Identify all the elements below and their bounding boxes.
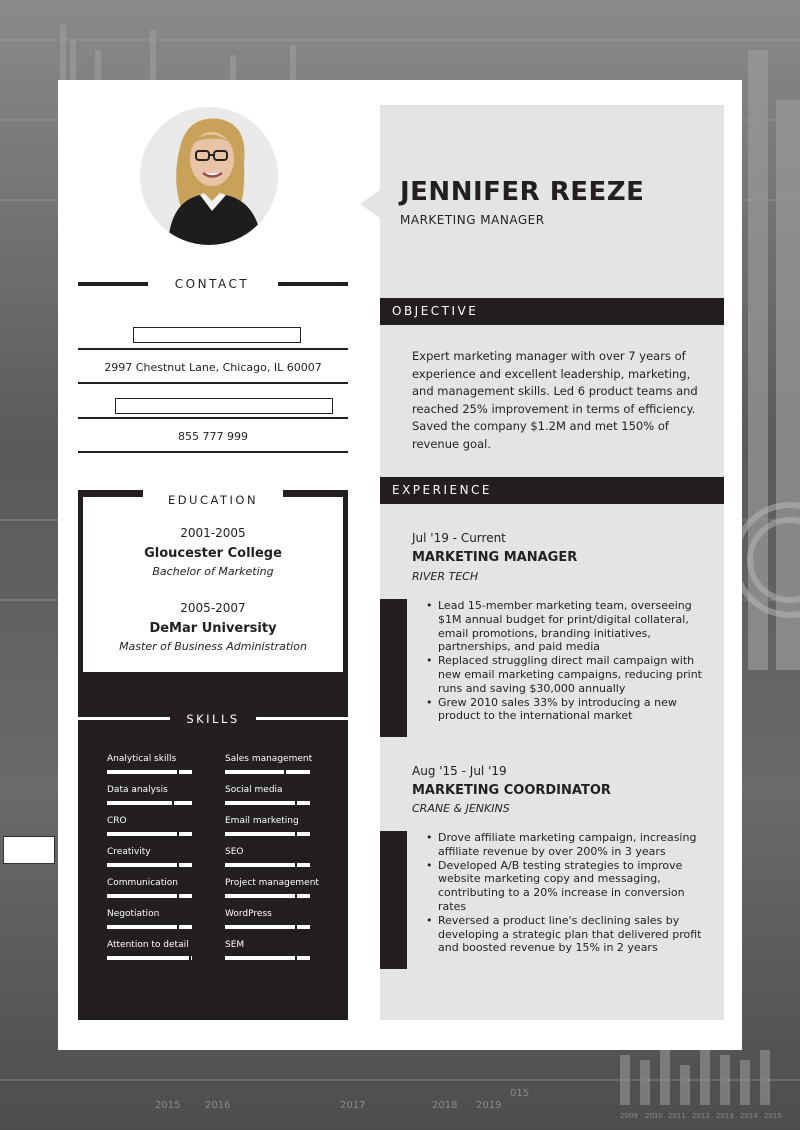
- background-white-box: [3, 836, 55, 864]
- skill-label: Negotiation: [107, 909, 160, 919]
- objective-heading: OBJECTIVE: [380, 298, 724, 325]
- job-dates: Jul '19 - Current: [412, 531, 506, 545]
- job-bullet: • Grew 2010 sales 33% by introducing a new product to the international market: [424, 696, 704, 724]
- skills-section: [78, 712, 348, 1020]
- skills-rule-right: [256, 717, 348, 720]
- contact-rule-right: [278, 282, 348, 286]
- skill-level-bar: [225, 863, 310, 867]
- skill-label: Data analysis: [107, 785, 168, 795]
- education-degree: Master of Business Administration: [119, 640, 307, 653]
- skill-level-bar: [107, 801, 192, 805]
- education-heading: EDUCATION: [167, 493, 259, 507]
- bg-year-label: 2014: [740, 1112, 758, 1120]
- resume-page: [58, 80, 742, 1050]
- job-bullet: • Developed A/B testing strategies to improve website marketing copy and messaging, contributing to a 20% increase in conversion rates: [424, 859, 704, 914]
- skill-label: Creativity: [107, 847, 151, 857]
- skill-level-marker: [295, 924, 297, 930]
- job-role: MARKETING MANAGER: [412, 550, 578, 565]
- bg-year-label: 2017: [340, 1100, 366, 1111]
- skill-level-bar: [107, 956, 192, 960]
- skill-level-bar: [225, 925, 310, 929]
- skill-level-bar: [107, 863, 192, 867]
- contact-divider: [78, 451, 348, 453]
- skill-level-marker: [295, 893, 297, 899]
- education-years: 2005-2007: [180, 601, 246, 615]
- skill-level-bar: [107, 894, 192, 898]
- job-bullet: • Lead 15-member marketing team, overseeing $1M annual budget for print/digital collateral, email promotions, branding initiatives, partnerships, and paid media: [424, 599, 704, 654]
- skill-level-bar: [107, 925, 192, 929]
- candidate-name: JENNIFER REEZE: [400, 177, 645, 207]
- skill-label: Analytical skills: [107, 754, 177, 764]
- skill-level-bar: [225, 770, 310, 774]
- job-bullet: • Drove affiliate marketing campaign, increasing affiliate revenue by over 200% in 3 years: [424, 831, 704, 859]
- job-bullet: • Reversed a product line's declining sales by developing a strategic plan that delivered profit and boosted revenue by 15% in 2 years: [424, 914, 704, 955]
- bg-year-label: 2018: [432, 1100, 458, 1111]
- skill-level-marker: [284, 769, 286, 775]
- contact-divider: [78, 348, 348, 350]
- bg-year-label: 2013: [716, 1112, 734, 1120]
- skill-level-marker: [177, 893, 179, 899]
- skill-level-marker: [177, 862, 179, 868]
- job-role: MARKETING COORDINATOR: [412, 783, 611, 798]
- skill-label: Project management: [225, 878, 319, 888]
- bg-year-label: 2009: [620, 1112, 638, 1120]
- skill-level-marker: [177, 769, 179, 775]
- education-degree: Bachelor of Marketing: [152, 565, 274, 578]
- profile-photo: [140, 107, 278, 245]
- bg-year-label: 2015: [764, 1112, 782, 1120]
- skill-label: Sales management: [225, 754, 313, 764]
- skill-label: WordPress: [225, 909, 272, 919]
- contact-divider: [78, 417, 348, 419]
- candidate-title: MARKETING MANAGER: [400, 213, 545, 227]
- job-bullet: • Replaced struggling direct mail campaign with new email marketing campaigns, reducing print runs and saving $30,000 annually: [424, 654, 704, 695]
- skill-level-marker: [295, 955, 297, 961]
- skill-label: SEM: [225, 940, 245, 950]
- header-pointer: [360, 190, 380, 218]
- skill-label: Social media: [225, 785, 283, 795]
- education-panel: [83, 493, 343, 672]
- bg-year-label: 2010: [645, 1112, 663, 1120]
- bg-year-label: 015: [510, 1088, 530, 1099]
- skill-level-bar: [225, 956, 310, 960]
- contact-address: 2997 Chestnut Lane, Chicago, IL 60007: [104, 361, 322, 374]
- education-school: DeMar University: [149, 621, 277, 636]
- job-marker: [380, 599, 407, 737]
- skill-level-marker: [177, 831, 179, 837]
- skill-level-bar: [107, 770, 192, 774]
- contact-rule-left: [78, 282, 148, 286]
- bg-year-label: 2012: [692, 1112, 710, 1120]
- redacted-email-field: [133, 327, 301, 343]
- education-years: 2001-2005: [180, 526, 246, 540]
- bg-year-label: 2011: [668, 1112, 686, 1120]
- skill-label: Communication: [107, 878, 178, 888]
- skill-level-bar: [225, 894, 310, 898]
- skill-label: SEO: [225, 847, 244, 857]
- skill-level-bar: [107, 832, 192, 836]
- objective-text: Expert marketing manager with over 7 years of experience and excellent leadership, marketing, and management skills. Led 6 product teams and reached 25% improvement in terms of efficiency. Saved the company $1.2M and met 150% of revenue goal.: [412, 349, 698, 451]
- contact-phone: 855 777 999: [178, 430, 248, 443]
- skills-rule-left: [78, 717, 170, 720]
- skill-level-marker: [295, 831, 297, 837]
- skills-heading: SKILLS: [186, 712, 240, 726]
- skill-level-bar: [225, 832, 310, 836]
- skill-level-marker: [189, 955, 191, 961]
- bg-year-label: 2019: [476, 1100, 502, 1111]
- job-dates: Aug '15 - Jul '19: [412, 764, 507, 778]
- person-avatar-icon: [140, 107, 278, 245]
- job-bullets: [424, 831, 704, 955]
- job-bullets: [424, 599, 704, 723]
- skill-level-marker: [295, 862, 297, 868]
- skill-level-marker: [177, 924, 179, 930]
- job-marker: [380, 831, 407, 969]
- skill-level-bar: [225, 801, 310, 805]
- bg-year-label: 2015: [155, 1100, 181, 1111]
- experience-heading: EXPERIENCE: [380, 477, 724, 504]
- skill-level-marker: [172, 800, 174, 806]
- job-company: RIVER TECH: [412, 570, 479, 583]
- skill-label: Attention to detail: [107, 940, 189, 950]
- skill-label: CRO: [107, 816, 127, 826]
- education-section: [78, 490, 348, 720]
- redacted-website-field: [115, 398, 333, 414]
- skill-level-marker: [295, 800, 297, 806]
- contact-divider: [78, 382, 348, 384]
- contact-heading: CONTACT: [174, 277, 250, 291]
- education-school: Gloucester College: [144, 546, 282, 561]
- bg-year-label: 2016: [205, 1100, 231, 1111]
- skill-label: Email marketing: [225, 816, 299, 826]
- job-company: CRANE & JENKINS: [412, 802, 510, 815]
